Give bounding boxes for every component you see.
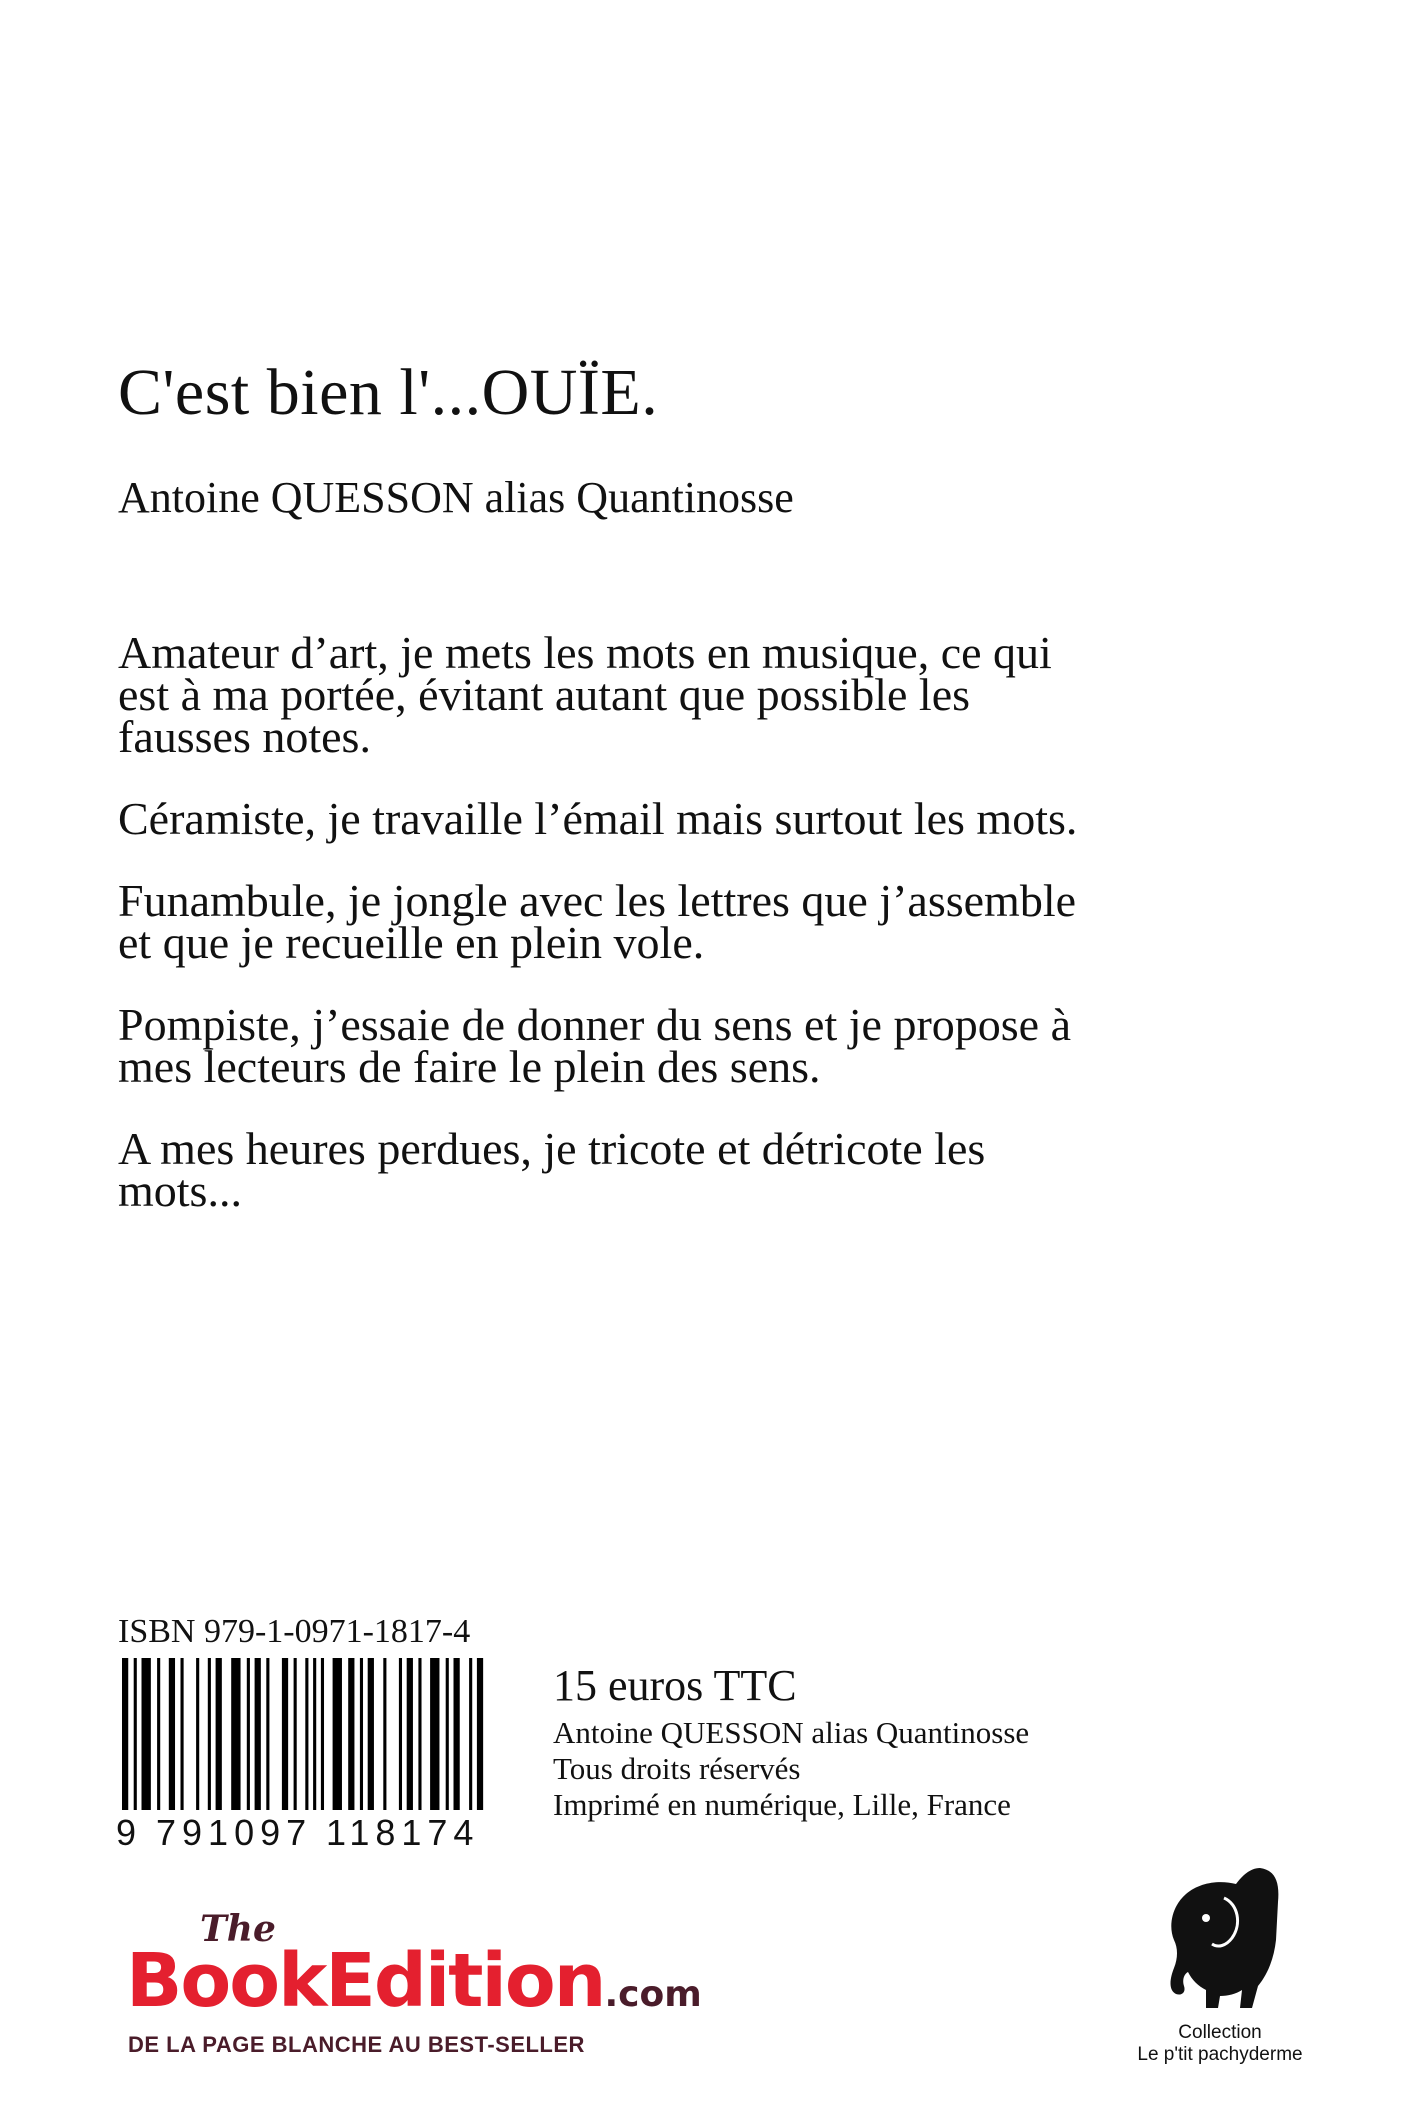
info-rights: Tous droits réservés (553, 1751, 801, 1786)
barcode-bar (399, 1658, 402, 1810)
book-title: C'est bien l'...OUÏE. (118, 356, 659, 429)
barcode-bar (333, 1658, 342, 1810)
barcode-bar (321, 1658, 324, 1810)
barcode-bar (305, 1658, 308, 1810)
barcode-bar (216, 1658, 222, 1810)
barcode-bar (157, 1658, 160, 1810)
barcode-digit-prefix: 9 (116, 1812, 137, 1853)
barcode-bar (407, 1658, 413, 1810)
barcode-bar (196, 1658, 199, 1810)
collection-name: Le p'tit pachyderme (1137, 2044, 1303, 2065)
info-author: Antoine QUESSON alias Quantinosse (553, 1715, 1030, 1750)
barcode-bar (348, 1658, 354, 1810)
back-cover-blurb (118, 627, 1078, 1252)
collection-label (1120, 2022, 1320, 2066)
barcode-bar (122, 1658, 128, 1810)
logo-the: The (200, 1908, 276, 1950)
barcode-bar (134, 1658, 137, 1810)
barcode-bar (231, 1658, 240, 1810)
barcode-bar (477, 1658, 483, 1810)
logo-book-edition: BookEdition (126, 1938, 605, 2024)
blurb-paragraph: Amateur d’art, je mets les mots en musique, ce qui est à ma portée, évitant autant que possible les fausses notes. (118, 627, 1052, 762)
price: 15 euros TTC (553, 1661, 797, 1710)
barcode-bar (430, 1658, 439, 1810)
logo-dotcom: .com (604, 1974, 702, 2015)
collection-title: Collection (1178, 2022, 1262, 2043)
barcode-bar (142, 1658, 151, 1810)
barcode-bar (255, 1658, 261, 1810)
barcode-bar (383, 1658, 386, 1810)
blurb-paragraph: Céramiste, je travaille l’émail mais surtout les mots. (118, 793, 1078, 844)
barcode-digits-left: 791097 (156, 1812, 313, 1853)
barcode-bar (294, 1658, 297, 1810)
book-author: Antoine QUESSON alias Quantinosse (118, 473, 794, 522)
barcode-bar (454, 1658, 460, 1810)
barcode-bar (418, 1658, 421, 1810)
barcode-bar (181, 1658, 184, 1810)
logo-tagline: DE LA PAGE BLANCHE AU BEST-SELLER (128, 2032, 585, 2057)
barcode-bar (469, 1658, 472, 1810)
barcode-bar (169, 1658, 175, 1810)
barcode-bar (282, 1658, 288, 1810)
blurb-paragraph: Pompiste, j’essaie de donner du sens et je propose à mes lecteurs de faire le plein des sens. (118, 999, 1071, 1092)
elephant-icon (1148, 1862, 1284, 2012)
barcode-bar (266, 1658, 269, 1810)
barcode-bar (208, 1658, 211, 1810)
barcode-bar (446, 1658, 449, 1810)
blurb-paragraph: A mes heures perdues, je tricote et détricote les mots... (118, 1123, 986, 1216)
barcode-bar (313, 1658, 316, 1810)
barcode-bar (368, 1658, 374, 1810)
barcode-digits-right: 118174 (326, 1812, 480, 1853)
barcode-bar (247, 1658, 250, 1810)
barcode (118, 1658, 490, 1810)
logo-wordmark (126, 1938, 702, 2024)
info-printed: Imprimé en numérique, Lille, France (553, 1787, 1011, 1822)
barcode-bar (360, 1658, 363, 1810)
publication-info (553, 1660, 1029, 1823)
isbn-label: ISBN 979-1-0971-1817-4 (118, 1613, 471, 1650)
blurb-paragraph: Funambule, je jongle avec les lettres que j’assemble et que je recueille en plein vole. (118, 875, 1077, 968)
